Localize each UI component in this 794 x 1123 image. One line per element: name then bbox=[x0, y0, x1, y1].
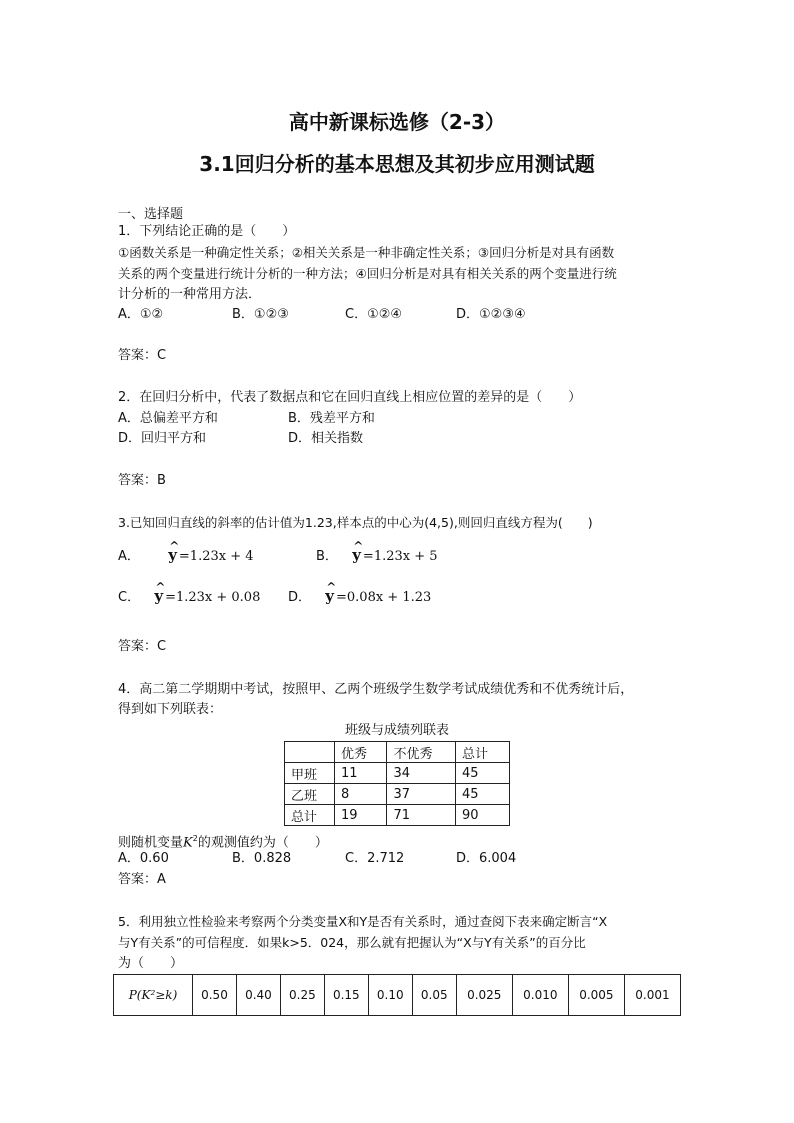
table-header-cell: P(K²≥k) bbox=[114, 975, 193, 1016]
q4-option-a: A．0.60 bbox=[118, 851, 169, 866]
table-cell: 45 bbox=[456, 784, 510, 805]
contingency-table bbox=[284, 741, 510, 826]
table-header-cell: 优秀 bbox=[335, 742, 387, 763]
y-hat-symbol: ^ y bbox=[154, 586, 163, 606]
q3-option-c-expr: =1.23x + 0.08 bbox=[165, 590, 261, 605]
table-row bbox=[285, 763, 510, 784]
q5-line3: 为（ ） bbox=[118, 956, 184, 971]
table-cell: 0.001 bbox=[624, 975, 680, 1016]
q3-option-d bbox=[288, 586, 431, 608]
q1-option-b: B．①②③ bbox=[232, 307, 289, 322]
q1-option-c: C．①②④ bbox=[345, 307, 403, 322]
q3-option-a-expr: =1.23x + 4 bbox=[178, 549, 254, 564]
table-header-cell bbox=[285, 742, 335, 763]
q4-question-post: 的观测值约为（ ） bbox=[197, 835, 328, 851]
table-caption: 班级与成绩列联表 bbox=[344, 723, 449, 738]
table-cell: 0.005 bbox=[568, 975, 624, 1016]
q4-stem-line2: 得到如下列联表： bbox=[118, 702, 223, 717]
table-cell: 0.10 bbox=[368, 975, 412, 1016]
q3-option-b bbox=[316, 545, 438, 567]
table-cell: 甲班 bbox=[285, 763, 335, 784]
q2-stem: 2．在回归分析中，代表了数据点和它在回归直线上相应位置的差异的是（ ） bbox=[118, 390, 582, 405]
q5-line1: 5．利用独立性检验来考察两个分类变量X和Y是否有关系时，通过查阅下表来确定断言“X bbox=[118, 914, 608, 929]
page-title: 高中新课标选修（2-3） bbox=[288, 110, 506, 134]
q4-option-c: C．2.712 bbox=[345, 851, 405, 866]
q2-option-c: D．回归平方和 bbox=[118, 431, 207, 446]
table-cell: 90 bbox=[456, 805, 510, 826]
q2-option-d: D．相关指数 bbox=[288, 431, 364, 446]
q4-answer: 答案：A bbox=[118, 872, 166, 887]
table-cell: 0.010 bbox=[512, 975, 568, 1016]
q3-answer: 答案：C bbox=[118, 639, 167, 654]
q4-stem-line1: 4．高二第二学期期中考试，按照甲、乙两个班级学生数学考试成绩优秀和不优秀统计后， bbox=[118, 682, 634, 697]
q1-option-d: D．①②③④ bbox=[456, 307, 526, 322]
table-cell: 11 bbox=[335, 763, 387, 784]
table-cell: 45 bbox=[456, 763, 510, 784]
q2-option-a: A．总偏差平方和 bbox=[118, 411, 218, 426]
table-cell: 0.15 bbox=[324, 975, 368, 1016]
q3-option-a-letter: A． bbox=[118, 549, 140, 564]
table-cell: 71 bbox=[387, 805, 456, 826]
table-header-cell: 总计 bbox=[456, 742, 510, 763]
table-cell: 8 bbox=[335, 784, 387, 805]
y-hat-symbol: ^ y bbox=[325, 586, 334, 606]
probability-table bbox=[113, 974, 681, 1016]
q4-option-d: D．6.004 bbox=[456, 851, 517, 866]
q1-line1: ①函数关系是一种确定性关系；②相关关系是一种非确定性关系；③回归分析是对具有函数 bbox=[118, 245, 615, 260]
q3-option-d-letter: D． bbox=[288, 590, 312, 605]
q2-option-b: B．残差平方和 bbox=[288, 411, 375, 426]
table-cell: 0.025 bbox=[456, 975, 512, 1016]
table-cell: 总计 bbox=[285, 805, 335, 826]
table-cell: 34 bbox=[387, 763, 456, 784]
q1-stem: 1．下列结论正确的是（ ） bbox=[118, 224, 296, 239]
k-variable: K bbox=[183, 835, 193, 851]
table-cell: 37 bbox=[387, 784, 456, 805]
table-cell: 0.50 bbox=[193, 975, 237, 1016]
table-header-cell: 不优秀 bbox=[387, 742, 456, 763]
page-subtitle: 3.1回归分析的基本思想及其初步应用测试题 bbox=[199, 152, 595, 176]
table-header-row bbox=[285, 742, 510, 763]
q3-stem: 3.已知回归直线的斜率的估计值为1.23,样本点的中心为(4,5),则回归直线方程为( ) bbox=[118, 515, 593, 530]
y-hat-symbol: ^ y bbox=[352, 545, 361, 565]
table-cell: 0.05 bbox=[412, 975, 456, 1016]
q4-question-pre: 则随机变量 bbox=[118, 835, 184, 851]
table-cell: 19 bbox=[335, 805, 387, 826]
q1-option-a: A．①② bbox=[118, 307, 164, 322]
q3-option-b-expr: =1.23x + 5 bbox=[362, 549, 438, 564]
table-cell: 0.40 bbox=[236, 975, 280, 1016]
q3-option-c bbox=[118, 586, 260, 608]
q1-line3: 计分析的一种常用方法． bbox=[118, 287, 262, 302]
square-superscript: 2 bbox=[192, 834, 198, 843]
table-row bbox=[285, 784, 510, 805]
q3-option-d-expr: =0.08x + 1.23 bbox=[336, 590, 432, 605]
q5-line2: 与Y有关系”的可信程度．如果k>5．024，那么就有把握认为“X与Y有关系”的百分比 bbox=[118, 935, 586, 950]
q4-option-b: B．0.828 bbox=[232, 851, 292, 866]
q3-option-a bbox=[118, 545, 254, 567]
table-cell: 乙班 bbox=[285, 784, 335, 805]
table-row bbox=[285, 805, 510, 826]
q2-answer: 答案：B bbox=[118, 473, 166, 488]
section-heading: 一、选择题 bbox=[118, 207, 184, 222]
q3-option-c-letter: C． bbox=[118, 590, 141, 605]
table-row bbox=[114, 975, 681, 1016]
q1-answer: 答案：C bbox=[118, 348, 167, 363]
q1-line2: 关系的两个变量进行统计分析的一种方法；④回归分析是对具有相关关系的两个变量进行统 bbox=[118, 266, 617, 281]
q3-option-b-letter: B． bbox=[316, 549, 338, 564]
y-hat-symbol: ^ y bbox=[168, 545, 177, 565]
table-cell: 0.25 bbox=[280, 975, 324, 1016]
